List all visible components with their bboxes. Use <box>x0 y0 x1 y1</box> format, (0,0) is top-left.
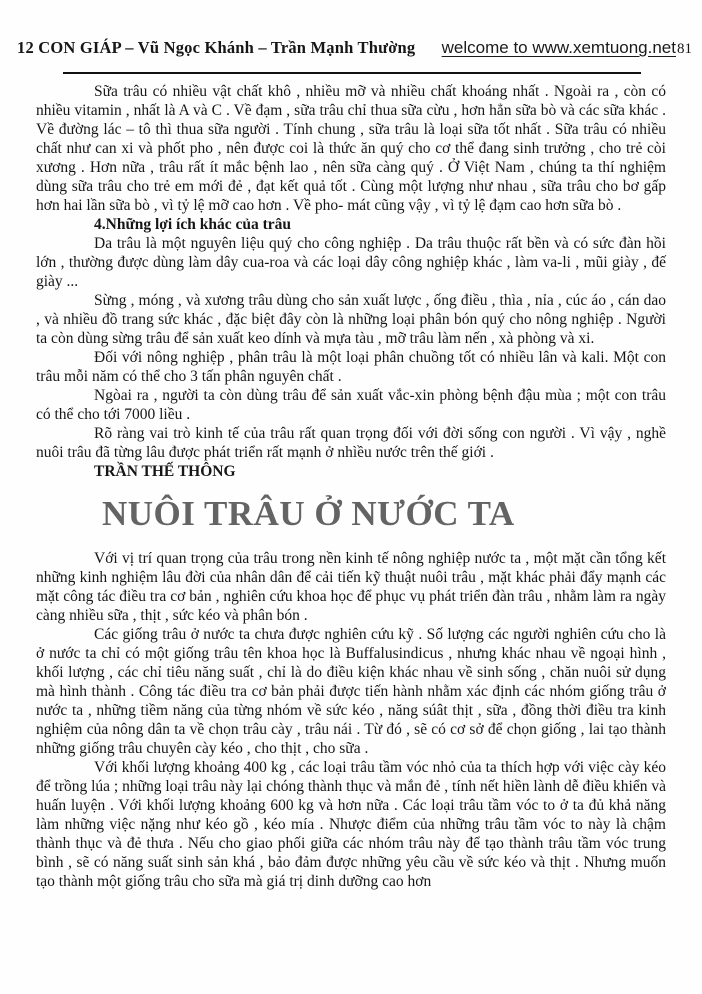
website-link[interactable]: welcome to www.xemtuong.net <box>441 38 676 57</box>
paragraph-position: Với vị trí quan trọng của trâu trong nền kinh tế nông nghiệp nước ta , một mặt cần tổng kết những kinh nghiệm lâu đời của nhân dân để cải tiến kỹ thuật nuôi trâu , mặt khác phải đẩy mạnh các mặt công tác điều tra cơ bản , nghiên cứu khoa học để phục vụ phát triển đàn trâu , nhằm làm ra ngày càng nhiều sữa , thịt , sức kéo và phân bón . <box>36 550 666 624</box>
paragraph-weight: Với khối lượng khoảng 400 kg , các loại trâu tầm vóc nhỏ của ta thích hợp với việc cày kéo để trồng lúa ; những loại trâu này lại chóng thành thục và mắn đẻ , tính nết hiền lành dễ điều khiển và huấn luyện . Với khối lượng khoảng 600 kg và hơn nữa . Các loại trâu tầm vóc to ở ta đủ khả năng làm những việc nặng như kéo gồ , kéo mía . Nhược điểm của những trâu tầm vóc to này là chậm thành thục và đẻ thưa . Nếu cho giao phối giữa các nhóm trâu này để tạo thành trâu tầm vóc trung bình , sẽ có năng suất sinh sản khá , bảo đảm được những yêu cầu về sức kéo và thịt . Nhưng muốn tạo thành một giống trâu cho sữa mà giá trị dinh dưỡng cao hơn <box>36 759 666 890</box>
paragraph-leather: Da trâu là một nguyên liệu quý cho công nghiệp . Da trâu thuộc rất bền và có sức đàn hồi lớn , thường được dùng làm dây cua-roa và các loại dây công nghiệp khác , làm va-li , mũi giày , đế giày ... <box>36 235 666 290</box>
chapter-title: NUÔI TRÂU Ở NƯỚC TA <box>102 494 515 533</box>
header-divider <box>63 72 641 74</box>
book-title: 12 CON GIÁP – Vũ Ngọc Khánh – Trần Mạnh Thường <box>17 38 416 57</box>
section-heading-benefits: 4.Những lợi ích khác của trâu <box>94 216 292 233</box>
page-header <box>17 38 692 58</box>
paragraph-manure: Đối với nông nghiệp , phân trâu là một loại phân chuồng tốt có nhiều lân và kali. Một con trâu mỗi năm có thể cho 3 tấn phân nguyên chất . <box>36 349 666 385</box>
paragraph-role: Rõ ràng vai trò kinh tế của trâu rất quan trọng đối với đời sống con người . Vì vậy , nghề nuôi trâu đã từng lâu được phát triển rất mạnh ở nhìều nước trên thế giới . <box>36 425 666 461</box>
paragraph-breeds: Các giống trâu ở nước ta chưa được nghiên cứu kỹ . Số lượng các người nghiên cứu cho là ở nước ta chỉ có một giống trâu tên khoa học là Buffalusindicus , nhưng khác nhau về ngoại hình , khối lượng , các chỉ tiêu năng suất , chỉ là do điều kiện khác nhau về sinh sống , chăn nuôi sử dụng mà hình thành . Công tác điều tra cơ bản phải được tiến hành nhằm xác định các nhóm giống trâu ở nước ta , những tiềm năng của từng nhóm về sức kéo , năng súât thịt , sữa , đồng thời điều tra kinh nghiệm của nông dân ta về chọn trâu cày , trâu nái . Từ đó , sẽ có cơ sở để chọn giống , lai tạo thành những giống trâu chuyên cày kéo , cho thịt , cho sữa . <box>36 626 666 757</box>
author-name: TRẦN THẾ THÔNG <box>94 463 236 480</box>
page-number: 81 <box>677 41 692 57</box>
page-content <box>36 82 666 891</box>
paragraph-vaccine: Ngòai ra , người ta còn dùng trâu để sản xuất vắc-xin phòng bệnh đậu mùa ; một con trâu có thể cho tới 7000 liều . <box>36 387 666 423</box>
header-right-group <box>442 38 692 58</box>
paragraph-milk: Sữa trâu có nhiều vật chất khô , nhiều mỡ và nhiều chất khoáng nhất . Ngoài ra , còn có nhiều vitamin , nhất là A và C . Về đạm , sữa trâu chỉ thua sữa cừu , hơn hẳn sữa bò và các sữa khác . Về đường lác – tô thì thua sữa người . Tính chung , sữa trâu là loại sữa tốt nhất . Sữa trâu có nhiều chất như can xi và phốt pho , nên được coi là thức ăn quý cho cơ thể đang sinh trưởng , cho trẻ còi xương . Hơn nữa , trâu rất ít mắc bệnh lao , nên sữa càng quý . Ở Việt Nam , chúng ta thí nghiệm dùng sữa trâu cho trẻ em mới đẻ , đạt kết quả tốt . Cùng một lượng như nhau , sữa trâu cho bơ gấp hơn hai lần sữa bò , vì tỷ lệ mỡ cao hơn . Về pho- mát cũng vậy , vì tỷ lệ đạm cao hơn sữa bò . <box>36 83 666 214</box>
paragraph-horn: Sừng , móng , và xương trâu dùng cho sản xuất lược , ống điều , thìa , nỉa , cúc áo , cán dao , và nhiều đồ trang sức khác , đặc biệt đây còn là những loại phân bón quý cho nông nghiệp . Người ta còn dùng sừng trâu để sản xuất keo dính và mựa tàu , mỡ trâu làm nến , xà phòng và xi. <box>36 292 666 347</box>
